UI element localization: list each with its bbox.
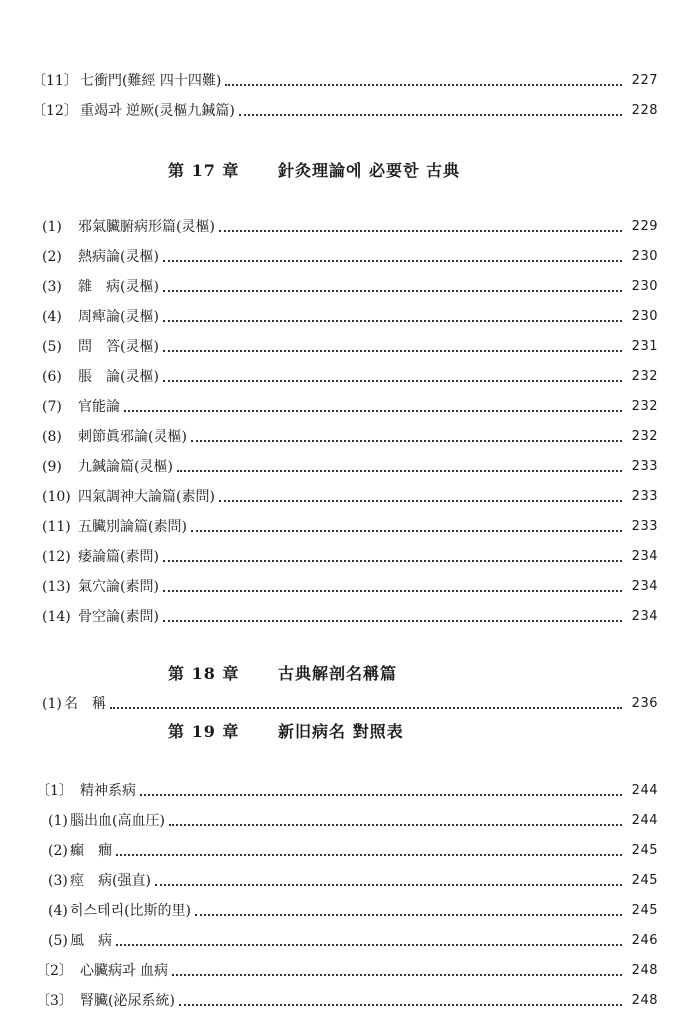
entry-page: 234 xyxy=(631,609,658,624)
entry-title: 周痺論(灵樞) xyxy=(78,309,159,325)
entry-title: 官能論 xyxy=(78,399,120,415)
entry-number: 〔3〕 xyxy=(36,993,73,1009)
entry-number: 〔2〕 xyxy=(36,963,73,979)
toc-entry xyxy=(42,302,658,326)
entry-page: 232 xyxy=(631,429,658,444)
entry-title: 九鍼論篇(灵樞) xyxy=(78,459,173,475)
toc-entry xyxy=(42,542,658,566)
dot-leader xyxy=(219,500,622,502)
toc-entry xyxy=(42,242,658,266)
dot-leader xyxy=(195,914,622,916)
entry-title: 風 病 xyxy=(70,933,112,949)
chapter-heading xyxy=(168,660,397,684)
toc-entry xyxy=(42,422,658,446)
entry-title: 刺節眞邪論(灵樞) xyxy=(78,429,187,445)
entry-page: 230 xyxy=(631,309,658,324)
entry-number: 〔11〕 xyxy=(32,73,78,89)
toc-entry xyxy=(36,986,658,1010)
entry-number: (1) xyxy=(48,813,68,829)
entry-page: 228 xyxy=(631,103,658,118)
dot-leader xyxy=(155,884,622,886)
entry-title: 七衝門(難經 四十四難) xyxy=(80,73,222,89)
entry-page: 231 xyxy=(631,339,658,354)
dot-leader xyxy=(163,620,622,622)
toc-entry xyxy=(36,956,658,980)
dot-leader xyxy=(140,794,622,796)
dot-leader xyxy=(124,410,622,412)
toc-entry xyxy=(42,362,658,386)
entry-number: (3) xyxy=(42,279,62,295)
entry-page: 233 xyxy=(631,459,658,474)
entry-title: 四氣調神大論篇(素問) xyxy=(78,489,215,505)
dot-leader xyxy=(163,590,622,592)
entry-title: 問 答(灵樞) xyxy=(78,339,159,355)
toc-entry xyxy=(42,689,658,713)
toc-entry xyxy=(42,572,658,596)
entry-page: 227 xyxy=(631,73,658,88)
toc-entry xyxy=(42,392,658,416)
entry-number: 〔1〕 xyxy=(36,783,73,799)
entry-title: 五臟別論篇(素問) xyxy=(78,519,187,535)
dot-leader xyxy=(191,530,622,532)
entry-title: 名 稱 xyxy=(64,696,106,712)
entry-title: 腎臟(泌尿系統) xyxy=(80,993,175,1009)
dot-leader xyxy=(163,260,622,262)
entry-title: 히스테리(比斯的里) xyxy=(70,903,192,919)
entry-number: (9) xyxy=(42,459,62,475)
toc-entry xyxy=(42,452,658,476)
entry-page: 245 xyxy=(631,903,658,918)
entry-number: (2) xyxy=(42,249,62,265)
entry-title: 脹 論(灵樞) xyxy=(78,369,159,385)
toc-entry xyxy=(42,512,658,536)
toc-entry xyxy=(48,836,658,860)
dot-leader xyxy=(177,470,622,472)
entry-page: 233 xyxy=(631,489,658,504)
entry-number: (2) xyxy=(48,843,68,859)
dot-leader xyxy=(225,84,622,86)
entry-number: (8) xyxy=(42,429,62,445)
entry-page: 229 xyxy=(631,219,658,234)
entry-number: (12) xyxy=(42,549,71,565)
dot-leader xyxy=(110,707,622,709)
chapter-heading xyxy=(168,718,404,742)
entry-page: 244 xyxy=(631,783,658,798)
entry-title: 癲 癎 xyxy=(70,843,112,859)
toc-entry xyxy=(42,212,658,236)
entry-number: 〔12〕 xyxy=(32,103,78,119)
dot-leader xyxy=(116,944,622,946)
entry-title: 熱病論(灵樞) xyxy=(78,249,159,265)
entry-page: 245 xyxy=(631,873,658,888)
entry-title: 痿論篇(素問) xyxy=(78,549,159,565)
dot-leader xyxy=(163,320,622,322)
entry-page: 230 xyxy=(631,279,658,294)
entry-page: 248 xyxy=(631,963,658,978)
toc-entry xyxy=(48,806,658,830)
entry-number: (5) xyxy=(48,933,68,949)
entry-page: 236 xyxy=(631,696,658,711)
dot-leader xyxy=(163,350,622,352)
chapter-title: 新旧病名 對照表 xyxy=(278,721,404,741)
entry-page: 233 xyxy=(631,519,658,534)
entry-number: (7) xyxy=(42,399,62,415)
toc-entry xyxy=(48,926,658,950)
chapter-title: 針灸理論에 必要한 古典 xyxy=(278,160,461,180)
entry-title: 重竭과 逆厥(灵樞九鍼篇) xyxy=(80,103,235,119)
entry-number: (1) xyxy=(42,219,62,235)
dot-leader xyxy=(191,440,622,442)
entry-number: (10) xyxy=(42,489,71,505)
toc-entry xyxy=(48,866,658,890)
chapter-heading xyxy=(168,157,460,181)
entry-title: 骨空論(素問) xyxy=(78,609,159,625)
entry-title: 腦出血(高血圧) xyxy=(70,813,165,829)
entry-page: 246 xyxy=(631,933,658,948)
entry-title: 氣穴論(素問) xyxy=(78,579,159,595)
dot-leader xyxy=(239,114,622,116)
entry-number: (5) xyxy=(42,339,62,355)
entry-number: (13) xyxy=(42,579,71,595)
dot-leader xyxy=(169,824,622,826)
toc-entry xyxy=(42,602,658,626)
entry-page: 230 xyxy=(631,249,658,264)
dot-leader xyxy=(179,1004,622,1006)
toc-entry xyxy=(42,332,658,356)
toc-entry xyxy=(32,96,658,120)
chapter-number: 第 17 章 xyxy=(168,160,240,180)
entry-title: 精神系病 xyxy=(80,783,136,799)
entry-title: 痙 病(强直) xyxy=(70,873,151,889)
dot-leader xyxy=(163,380,622,382)
entry-page: 244 xyxy=(631,813,658,828)
entry-number: (3) xyxy=(48,873,68,889)
entry-page: 232 xyxy=(631,369,658,384)
entry-number: (14) xyxy=(42,609,71,625)
dot-leader xyxy=(163,290,622,292)
entry-page: 234 xyxy=(631,579,658,594)
chapter-number: 第 19 章 xyxy=(168,721,240,741)
dot-leader xyxy=(116,854,622,856)
toc-entry xyxy=(32,66,658,90)
chapter-title: 古典解剖名稱篇 xyxy=(278,663,398,683)
dot-leader xyxy=(219,230,622,232)
toc-entry xyxy=(42,482,658,506)
toc-entry xyxy=(48,896,658,920)
entry-page: 232 xyxy=(631,399,658,414)
entry-number: (4) xyxy=(48,903,68,919)
entry-number: (1) xyxy=(42,696,62,712)
entry-title: 心臟病과 血病 xyxy=(80,963,168,979)
toc-entry xyxy=(42,272,658,296)
dot-leader xyxy=(163,560,622,562)
entry-number: (11) xyxy=(42,519,71,535)
entry-number: (6) xyxy=(42,369,62,385)
entry-number: (4) xyxy=(42,309,62,325)
entry-page: 234 xyxy=(631,549,658,564)
entry-page: 245 xyxy=(631,843,658,858)
entry-title: 邪氣臟腑病形篇(灵樞) xyxy=(78,219,215,235)
dot-leader xyxy=(172,974,622,976)
entry-page: 248 xyxy=(631,993,658,1008)
entry-title: 雜 病(灵樞) xyxy=(78,279,159,295)
chapter-number: 第 18 章 xyxy=(168,663,240,683)
toc-entry xyxy=(36,776,658,800)
